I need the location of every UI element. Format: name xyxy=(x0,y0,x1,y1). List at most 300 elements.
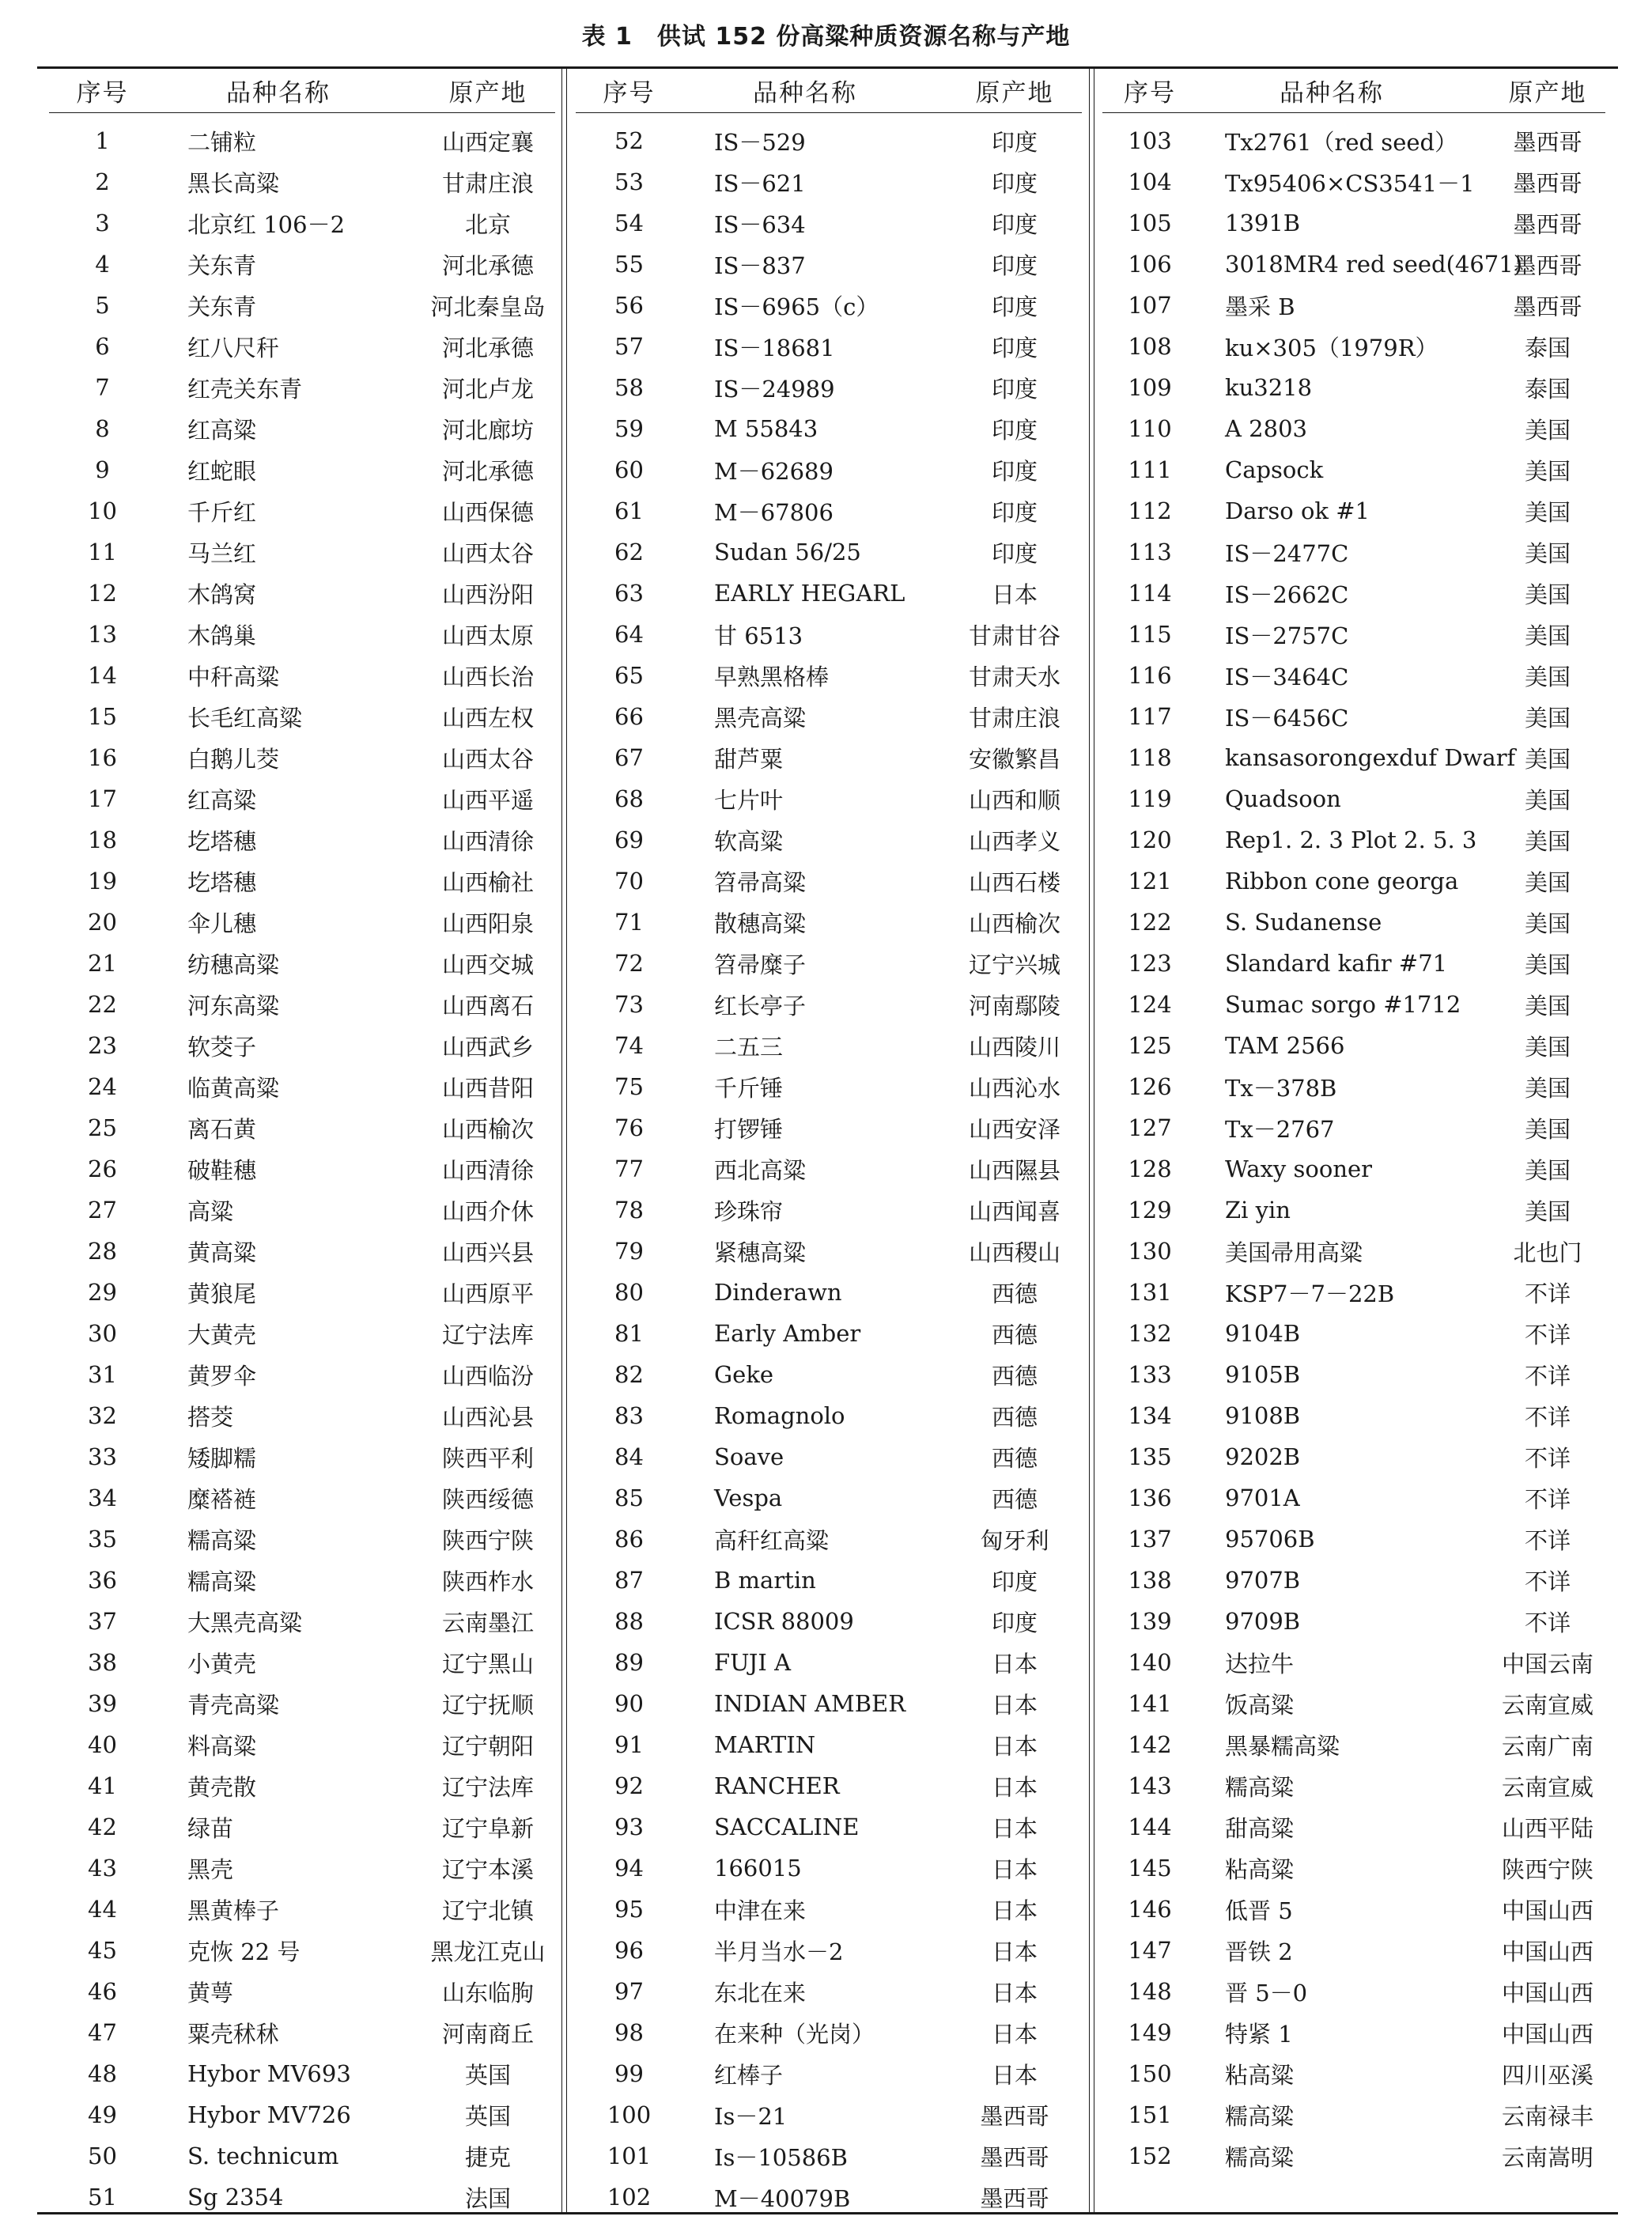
table-row xyxy=(1102,1971,1605,2012)
origin-place: 印度 xyxy=(991,169,1038,197)
row-number: 125 xyxy=(1128,1032,1172,1059)
origin-place: 美国 xyxy=(1524,1033,1571,1061)
table-body xyxy=(49,113,555,2218)
row-number: 88 xyxy=(614,1608,644,1635)
table-row xyxy=(1102,1683,1605,1724)
table-row xyxy=(1102,1519,1605,1560)
origin-place: 山西孝义 xyxy=(968,827,1060,855)
table-row xyxy=(576,819,1082,860)
table-row xyxy=(576,2135,1082,2177)
table-row xyxy=(576,1642,1082,1683)
origin-place: 云南广南 xyxy=(1501,1732,1593,1760)
origin-place: 中国山西 xyxy=(1501,1938,1593,1965)
variety-name: 珍珠帘 xyxy=(714,1197,784,1225)
variety-name: 软茭子 xyxy=(187,1033,257,1061)
origin-place: 印度 xyxy=(991,293,1038,320)
origin-place: 墨西哥 xyxy=(980,2102,1049,2130)
row-number: 10 xyxy=(88,497,117,524)
header-no: 序号 xyxy=(1124,79,1176,108)
table-row xyxy=(49,902,555,943)
table-row xyxy=(576,1683,1082,1724)
row-number: 29 xyxy=(88,1279,117,1306)
origin-place: 日本 xyxy=(991,1732,1038,1760)
table-row xyxy=(1102,1436,1605,1477)
row-number: 67 xyxy=(614,744,644,771)
variety-name: 黑长高粱 xyxy=(187,169,280,197)
table-row xyxy=(1102,449,1605,490)
row-number: 91 xyxy=(614,1731,644,1758)
row-number: 32 xyxy=(88,1402,117,1429)
origin-place: 美国 xyxy=(1524,827,1571,855)
variety-name: ku3218 xyxy=(1225,374,1313,401)
bottom-rule xyxy=(37,2212,1618,2214)
table-row xyxy=(1102,737,1605,778)
variety-name: S. Sudanense xyxy=(1225,909,1382,936)
table-row xyxy=(576,1066,1082,1107)
row-number: 12 xyxy=(88,580,117,607)
row-number: 131 xyxy=(1128,1279,1172,1306)
origin-place: 印度 xyxy=(991,1568,1038,1595)
origin-place: 山西阳泉 xyxy=(441,910,534,937)
table-row xyxy=(49,1724,555,1765)
row-number: 39 xyxy=(88,1690,117,1717)
variety-name: 大黄壳 xyxy=(187,1321,257,1348)
variety-name: 糯高粱 xyxy=(187,1568,257,1595)
row-number: 72 xyxy=(614,950,644,977)
row-number: 128 xyxy=(1128,1155,1172,1182)
variety-name: 特紧 1 xyxy=(1225,2020,1293,2048)
table-row xyxy=(1102,655,1605,696)
variety-name: IS－2477C xyxy=(1225,539,1349,567)
table-row xyxy=(1102,696,1605,737)
table-row xyxy=(576,778,1082,819)
origin-place: 山西离石 xyxy=(441,992,534,1019)
row-number: 6 xyxy=(95,333,110,360)
table-row xyxy=(576,573,1082,614)
table-row xyxy=(49,1519,555,1560)
origin-place: 四川巫溪 xyxy=(1501,2061,1593,2089)
row-number: 70 xyxy=(614,868,644,894)
origin-place: 辽宁抚顺 xyxy=(441,1691,534,1719)
row-number: 77 xyxy=(614,1155,644,1182)
table-row xyxy=(576,120,1082,161)
row-number: 103 xyxy=(1128,127,1172,154)
origin-place: 日本 xyxy=(991,1938,1038,1965)
row-number: 95 xyxy=(614,1896,644,1923)
table-row xyxy=(1102,408,1605,449)
origin-place: 泰国 xyxy=(1524,375,1571,403)
variety-name: Waxy sooner xyxy=(1225,1155,1373,1182)
variety-name: 9202B xyxy=(1225,1443,1301,1470)
origin-place: 云南宣威 xyxy=(1501,1773,1593,1801)
table-row xyxy=(49,778,555,819)
row-number: 18 xyxy=(88,826,117,853)
variety-name: 9108B xyxy=(1225,1402,1301,1429)
origin-place: 印度 xyxy=(991,416,1038,444)
origin-place: 河北卢龙 xyxy=(441,375,534,403)
origin-place: 河北秦皇岛 xyxy=(430,293,546,320)
variety-name: 黄壳散 xyxy=(187,1773,257,1801)
origin-place: 辽宁北镇 xyxy=(441,1897,534,1924)
table-row xyxy=(576,860,1082,902)
table-row xyxy=(1102,778,1605,819)
variety-name: M 55843 xyxy=(714,415,818,442)
row-number: 129 xyxy=(1128,1197,1172,1224)
table-row xyxy=(49,1848,555,1889)
table-row xyxy=(1102,1107,1605,1148)
origin-place: 河北廊坊 xyxy=(441,416,534,444)
row-number: 132 xyxy=(1128,1320,1172,1347)
row-number: 38 xyxy=(88,1649,117,1676)
table-row xyxy=(1102,161,1605,202)
origin-place: 河北承德 xyxy=(441,457,534,485)
origin-place: 墨西哥 xyxy=(980,2143,1049,2171)
table-row xyxy=(1102,819,1605,860)
table-row xyxy=(576,367,1082,408)
variety-name: 甜芦粟 xyxy=(714,745,784,773)
table-row xyxy=(1102,490,1605,531)
origin-place: 陕西柞水 xyxy=(441,1568,534,1595)
table-row xyxy=(576,244,1082,285)
table-row xyxy=(576,1724,1082,1765)
variety-name: Rep1. 2. 3 Plot 2. 5. 3 xyxy=(1225,826,1477,853)
origin-place: 美国 xyxy=(1524,704,1571,732)
variety-name: INDIAN AMBER xyxy=(714,1690,906,1717)
table-row xyxy=(49,326,555,367)
row-number: 133 xyxy=(1128,1361,1172,1388)
variety-name: 9701A xyxy=(1225,1484,1300,1511)
table-row xyxy=(49,1395,555,1436)
origin-place: 山西安泽 xyxy=(968,1115,1060,1143)
variety-name: IS－2757C xyxy=(1225,622,1349,649)
table-row xyxy=(49,531,555,573)
table-row xyxy=(576,1806,1082,1848)
row-number: 113 xyxy=(1128,539,1172,565)
row-number: 7 xyxy=(95,374,110,401)
variety-name: 搭茭 xyxy=(187,1403,234,1431)
variety-name: Soave xyxy=(714,1443,784,1470)
row-number: 84 xyxy=(614,1443,644,1470)
origin-place: 法国 xyxy=(464,2184,511,2212)
table-row xyxy=(49,1148,555,1189)
table-row xyxy=(49,1601,555,1642)
origin-place: 不详 xyxy=(1524,1403,1571,1431)
origin-place: 西德 xyxy=(991,1280,1038,1307)
variety-name: 粘高粱 xyxy=(1225,1855,1295,1883)
origin-place: 河北承德 xyxy=(441,334,534,361)
origin-place: 陕西平利 xyxy=(441,1444,534,1472)
row-number: 15 xyxy=(88,703,117,730)
variety-name: 粟壳秫秫 xyxy=(187,2020,280,2048)
variety-name: 北京红 106－2 xyxy=(187,210,346,238)
table-row xyxy=(49,1107,555,1148)
variety-name: 长毛红高粱 xyxy=(187,704,303,732)
table-row xyxy=(1102,1354,1605,1395)
origin-place: 山西太谷 xyxy=(441,539,534,567)
variety-name: RANCHER xyxy=(714,1772,840,1799)
table-row xyxy=(1102,1930,1605,1971)
origin-place: 云南嵩明 xyxy=(1501,2143,1593,2171)
table-row xyxy=(1102,943,1605,984)
origin-place: 印度 xyxy=(991,457,1038,485)
row-number: 90 xyxy=(614,1690,644,1717)
variety-name: Tx－378B xyxy=(1225,1074,1337,1102)
origin-place: 河南商丘 xyxy=(441,2020,534,2048)
origin-place: 山西闻喜 xyxy=(968,1197,1060,1225)
variety-name: 白鹅儿茭 xyxy=(187,745,280,773)
variety-name: ICSR 88009 xyxy=(714,1608,854,1635)
variety-name: IS－6965（c） xyxy=(714,293,879,320)
row-number: 75 xyxy=(614,1073,644,1100)
variety-name: 笤帚高粱 xyxy=(714,868,807,896)
row-number: 45 xyxy=(88,1937,117,1964)
origin-place: 北也门 xyxy=(1513,1239,1582,1266)
row-number: 5 xyxy=(95,292,110,319)
table-row xyxy=(576,655,1082,696)
origin-place: 山西长治 xyxy=(441,663,534,690)
table-row xyxy=(1102,244,1605,285)
row-number: 126 xyxy=(1128,1073,1172,1100)
row-number: 13 xyxy=(88,621,117,648)
row-number: 137 xyxy=(1128,1526,1172,1553)
row-number: 66 xyxy=(614,703,644,730)
row-number: 105 xyxy=(1128,210,1172,236)
origin-place: 美国 xyxy=(1524,992,1571,1019)
origin-place: 辽宁法库 xyxy=(441,1773,534,1801)
origin-place: 泰国 xyxy=(1524,334,1571,361)
variety-name: 黄狼尾 xyxy=(187,1280,257,1307)
row-number: 14 xyxy=(88,662,117,689)
table-row xyxy=(576,1189,1082,1231)
table-row xyxy=(576,1148,1082,1189)
row-number: 41 xyxy=(88,1772,117,1799)
row-number: 141 xyxy=(1128,1690,1172,1717)
variety-name: Ribbon cone georga xyxy=(1225,868,1459,894)
variety-name: MARTIN xyxy=(714,1731,816,1758)
variety-name: KSP7－7－22B xyxy=(1225,1280,1395,1307)
table-row xyxy=(49,408,555,449)
table-row xyxy=(576,1436,1082,1477)
variety-name: Sudan 56/25 xyxy=(714,539,861,565)
origin-place: 捷克 xyxy=(464,2143,511,2171)
table-row xyxy=(1102,1724,1605,1765)
row-number: 99 xyxy=(614,2060,644,2087)
row-number: 100 xyxy=(607,2101,652,2128)
table-row xyxy=(49,367,555,408)
row-number: 65 xyxy=(614,662,644,689)
table-row xyxy=(576,1848,1082,1889)
origin-place: 西德 xyxy=(991,1444,1038,1472)
row-number: 112 xyxy=(1128,497,1172,524)
origin-place: 山西沁县 xyxy=(441,1403,534,1431)
table-row xyxy=(576,984,1082,1025)
row-number: 92 xyxy=(614,1772,644,1799)
origin-place: 墨西哥 xyxy=(980,2184,1049,2212)
variety-name: 红高粱 xyxy=(187,786,257,814)
origin-place: 美国 xyxy=(1524,1074,1571,1102)
table-row xyxy=(1102,1848,1605,1889)
row-number: 59 xyxy=(614,415,644,442)
variety-name: IS－529 xyxy=(714,128,806,156)
origin-place: 印度 xyxy=(991,375,1038,403)
origin-place: 不详 xyxy=(1524,1485,1571,1513)
row-number: 30 xyxy=(88,1320,117,1347)
row-number: 82 xyxy=(614,1361,644,1388)
variety-name: 小黄壳 xyxy=(187,1650,257,1677)
origin-place: 印度 xyxy=(991,252,1038,279)
origin-place: 印度 xyxy=(991,334,1038,361)
variety-name: 95706B xyxy=(1225,1526,1315,1553)
table-block-1 xyxy=(49,69,555,2218)
origin-place: 山西定襄 xyxy=(441,128,534,156)
origin-place: 安徽繁昌 xyxy=(968,745,1060,773)
row-number: 146 xyxy=(1128,1896,1172,1923)
origin-place: 山西武乡 xyxy=(441,1033,534,1061)
table-row xyxy=(49,943,555,984)
table-row xyxy=(576,902,1082,943)
table-row xyxy=(49,1231,555,1272)
origin-place: 美国 xyxy=(1524,1197,1571,1225)
variety-name: B martin xyxy=(714,1567,816,1594)
origin-place: 不详 xyxy=(1524,1609,1571,1636)
table-row xyxy=(1102,1806,1605,1848)
table-row xyxy=(576,1395,1082,1436)
row-number: 35 xyxy=(88,1526,117,1553)
variety-name: Hybor MV726 xyxy=(187,2101,351,2128)
variety-name: 甜高粱 xyxy=(1225,1814,1295,1842)
variety-name: 糯高粱 xyxy=(1225,2102,1295,2130)
origin-place: 山西石楼 xyxy=(968,868,1060,896)
row-number: 87 xyxy=(614,1567,644,1594)
origin-place: 墨西哥 xyxy=(1513,252,1582,279)
table-row xyxy=(1102,902,1605,943)
origin-place: 山西和顺 xyxy=(968,786,1060,814)
row-number: 111 xyxy=(1128,456,1172,483)
variety-name: 低晋 5 xyxy=(1225,1897,1293,1924)
row-number: 25 xyxy=(88,1114,117,1141)
origin-place: 黑龙江克山 xyxy=(430,1938,546,1965)
origin-place: 日本 xyxy=(991,581,1038,608)
row-number: 78 xyxy=(614,1197,644,1224)
origin-place: 辽宁黑山 xyxy=(441,1650,534,1677)
origin-place: 美国 xyxy=(1524,416,1571,444)
row-number: 22 xyxy=(88,991,117,1018)
variety-name: 二五三 xyxy=(714,1033,784,1061)
origin-place: 美国 xyxy=(1524,868,1571,896)
variety-name: 红长亭子 xyxy=(714,992,807,1019)
variety-name: 9104B xyxy=(1225,1320,1301,1347)
variety-name: 大黑壳高粱 xyxy=(187,1609,303,1636)
origin-place: 辽宁阜新 xyxy=(441,1814,534,1842)
table-row xyxy=(1102,1601,1605,1642)
row-number: 120 xyxy=(1128,826,1172,853)
row-number: 98 xyxy=(614,2019,644,2046)
row-number: 151 xyxy=(1128,2101,1172,2128)
variety-name: 打锣锤 xyxy=(714,1115,784,1143)
header-no: 序号 xyxy=(76,79,129,108)
table-row xyxy=(49,1313,555,1354)
origin-place: 美国 xyxy=(1524,498,1571,526)
origin-place: 美国 xyxy=(1524,951,1571,978)
origin-place: 山西榆社 xyxy=(441,868,534,896)
table-row xyxy=(1102,531,1605,573)
origin-place: 英国 xyxy=(464,2102,511,2130)
variety-name: 墨采 B xyxy=(1225,293,1295,320)
row-number: 148 xyxy=(1128,1978,1172,2005)
row-number: 107 xyxy=(1128,292,1172,319)
variety-name: 二铺粒 xyxy=(187,128,257,156)
table-row xyxy=(49,614,555,655)
origin-place: 印度 xyxy=(991,210,1038,238)
row-number: 42 xyxy=(88,1814,117,1840)
origin-place: 墨西哥 xyxy=(1513,128,1582,156)
table-row xyxy=(49,2094,555,2135)
variety-name: 料高粱 xyxy=(187,1732,257,1760)
row-number: 44 xyxy=(88,1896,117,1923)
row-number: 108 xyxy=(1128,333,1172,360)
row-number: 3 xyxy=(95,210,110,236)
origin-place: 中国山西 xyxy=(1501,1979,1593,2006)
origin-place: 日本 xyxy=(991,1691,1038,1719)
variety-name: ku×305（1979R） xyxy=(1225,334,1438,361)
variety-name: 黄罗伞 xyxy=(187,1362,257,1390)
header-no: 序号 xyxy=(603,79,656,108)
row-number: 63 xyxy=(614,580,644,607)
origin-place: 匈牙利 xyxy=(980,1526,1049,1554)
origin-place: 山西陵川 xyxy=(968,1033,1060,1061)
table-caption: 表 1 供试 152 份高粱种质资源名称与产地 xyxy=(581,23,1071,51)
row-number: 71 xyxy=(614,909,644,936)
variety-name: 半月当水－2 xyxy=(714,1938,844,1965)
row-number: 68 xyxy=(614,785,644,812)
row-number: 144 xyxy=(1128,1814,1172,1840)
origin-place: 不详 xyxy=(1524,1568,1571,1595)
row-number: 97 xyxy=(614,1978,644,2005)
table-row xyxy=(576,531,1082,573)
origin-place: 美国 xyxy=(1524,622,1571,649)
variety-name: 矮脚糯 xyxy=(187,1444,257,1472)
origin-place: 山西隰县 xyxy=(968,1156,1060,1184)
variety-name: Is－10586B xyxy=(714,2143,848,2171)
origin-place: 西德 xyxy=(991,1362,1038,1390)
variety-name: 绿苗 xyxy=(187,1814,234,1842)
variety-name: 马兰红 xyxy=(187,539,257,567)
table-row xyxy=(1102,2012,1605,2053)
row-number: 52 xyxy=(614,127,644,154)
row-number: 19 xyxy=(88,868,117,894)
table-row xyxy=(49,737,555,778)
origin-place: 陕西绥德 xyxy=(441,1485,534,1513)
table-row xyxy=(49,1066,555,1107)
row-number: 79 xyxy=(614,1238,644,1265)
origin-place: 北京 xyxy=(464,210,511,238)
table-row xyxy=(1102,1313,1605,1354)
variety-name: IS－2662C xyxy=(1225,581,1349,608)
origin-place: 美国 xyxy=(1524,1156,1571,1184)
variety-name: 克恢 22 号 xyxy=(187,1938,301,1965)
row-number: 130 xyxy=(1128,1238,1172,1265)
table-row xyxy=(576,943,1082,984)
origin-place: 山西兴县 xyxy=(441,1239,534,1266)
table-row xyxy=(1102,1066,1605,1107)
variety-name: 圪塔穗 xyxy=(187,868,257,896)
row-number: 23 xyxy=(88,1032,117,1059)
variety-name: 木鸽窝 xyxy=(187,581,257,608)
row-number: 117 xyxy=(1128,703,1172,730)
variety-name: M－40079B xyxy=(714,2184,851,2212)
origin-place: 日本 xyxy=(991,1814,1038,1842)
row-number: 24 xyxy=(88,1073,117,1100)
